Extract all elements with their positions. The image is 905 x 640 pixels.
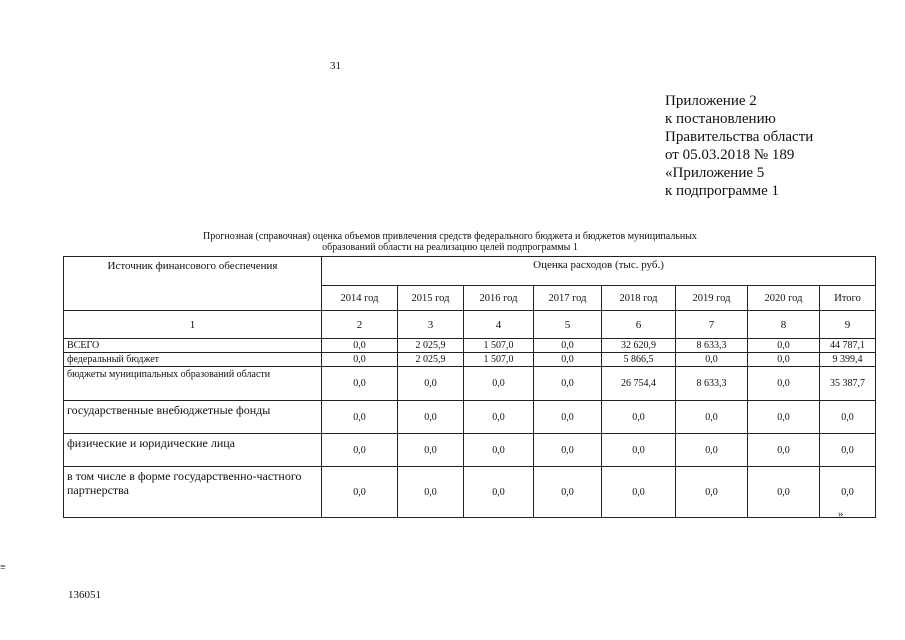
row-value: 8 633,3	[676, 339, 748, 353]
year-header: 2014 год	[322, 286, 398, 311]
financing-table	[63, 256, 876, 518]
row-value: 0,0	[464, 467, 534, 518]
row-value: 0,0	[676, 434, 748, 467]
row-value: 0,0	[676, 467, 748, 518]
row-value: 0,0	[398, 367, 464, 401]
column-number: 3	[398, 311, 464, 339]
row-value: 0,0	[676, 401, 748, 434]
row-label: физические и юридические лица	[64, 434, 322, 467]
table-row	[64, 353, 876, 367]
row-label: бюджеты муниципальных образований области	[64, 367, 322, 401]
estimate-header: Оценка расходов (тыс. руб.)	[322, 257, 876, 286]
footer-code: 136051	[68, 589, 101, 601]
row-value: 0,0	[398, 467, 464, 518]
row-value: 0,0	[820, 467, 876, 518]
row-value: 0,0	[322, 467, 398, 518]
appendix-line: от 05.03.2018 № 189	[665, 147, 795, 163]
row-label: в том числе в форме государственно-частного партнерства	[64, 467, 322, 518]
row-value: 0,0	[534, 353, 602, 367]
row-value: 0,0	[322, 434, 398, 467]
column-number: 4	[464, 311, 534, 339]
appendix-line: Правительства области	[665, 129, 814, 145]
page-number: 31	[330, 60, 341, 72]
year-header: 2015 год	[398, 286, 464, 311]
row-value: 32 620,9	[602, 339, 676, 353]
appendix-header	[665, 92, 813, 200]
row-value: 0,0	[534, 467, 602, 518]
table-row	[64, 401, 876, 434]
row-value: 0,0	[534, 339, 602, 353]
column-number: 7	[676, 311, 748, 339]
row-value: 0,0	[398, 401, 464, 434]
row-value: 0,0	[748, 401, 820, 434]
row-value: 0,0	[748, 367, 820, 401]
row-value: 0,0	[398, 434, 464, 467]
year-header: 2019 год	[676, 286, 748, 311]
year-header: Итого	[820, 286, 876, 311]
row-value: 0,0	[748, 467, 820, 518]
row-value: 5 866,5	[602, 353, 676, 367]
row-value: 0,0	[602, 434, 676, 467]
row-value: 0,0	[820, 401, 876, 434]
closing-quote: »	[838, 508, 844, 520]
row-label: федеральный бюджет	[64, 353, 322, 367]
row-label: государственные внебюджетные фонды	[64, 401, 322, 434]
column-number: 1	[64, 311, 322, 339]
column-number: 2	[322, 311, 398, 339]
row-value: 0,0	[748, 353, 820, 367]
row-value: 0,0	[534, 434, 602, 467]
row-label: ВСЕГО	[64, 339, 322, 353]
row-value: 0,0	[534, 401, 602, 434]
row-value: 1 507,0	[464, 339, 534, 353]
row-value: 0,0	[322, 339, 398, 353]
row-value: 44 787,1	[820, 339, 876, 353]
row-value: 0,0	[322, 353, 398, 367]
row-value: 35 387,7	[820, 367, 876, 401]
row-value: 9 399,4	[820, 353, 876, 367]
table-row	[64, 467, 876, 518]
column-number: 8	[748, 311, 820, 339]
row-value: 0,0	[322, 401, 398, 434]
row-value: 2 025,9	[398, 339, 464, 353]
row-value: 0,0	[748, 434, 820, 467]
row-value: 0,0	[322, 367, 398, 401]
row-value: 8 633,3	[676, 367, 748, 401]
appendix-line: к постановлению	[665, 111, 776, 127]
column-number: 6	[602, 311, 676, 339]
table-row	[64, 339, 876, 353]
margin-mark: ≡	[0, 562, 6, 573]
year-header: 2020 год	[748, 286, 820, 311]
appendix-line: Приложение 2	[665, 93, 757, 109]
year-header: 2017 год	[534, 286, 602, 311]
column-number: 9	[820, 311, 876, 339]
row-value: 0,0	[748, 339, 820, 353]
row-value: 1 507,0	[464, 353, 534, 367]
row-value: 0,0	[464, 367, 534, 401]
row-value: 0,0	[534, 367, 602, 401]
row-value: 0,0	[676, 353, 748, 367]
appendix-line: к подпрограмме 1	[665, 183, 779, 199]
table-row	[64, 434, 876, 467]
column-number: 5	[534, 311, 602, 339]
caption-line-1: Прогнозная (справочная) оценка объемов привлечения средств федерального бюджета и бюджетов муниципальных	[203, 231, 697, 242]
row-value: 0,0	[464, 401, 534, 434]
table-caption	[150, 231, 750, 253]
caption-line-2: образований области на реализацию целей подпрограммы 1	[322, 242, 578, 253]
row-value: 2 025,9	[398, 353, 464, 367]
year-header: 2018 год	[602, 286, 676, 311]
row-value: 0,0	[820, 434, 876, 467]
year-header: 2016 год	[464, 286, 534, 311]
source-header: Источник финансового обеспечения	[64, 257, 322, 311]
row-value: 26 754,4	[602, 367, 676, 401]
row-value: 0,0	[602, 401, 676, 434]
row-value: 0,0	[464, 434, 534, 467]
row-value: 0,0	[602, 467, 676, 518]
appendix-line: «Приложение 5	[665, 165, 765, 181]
table-row	[64, 367, 876, 401]
